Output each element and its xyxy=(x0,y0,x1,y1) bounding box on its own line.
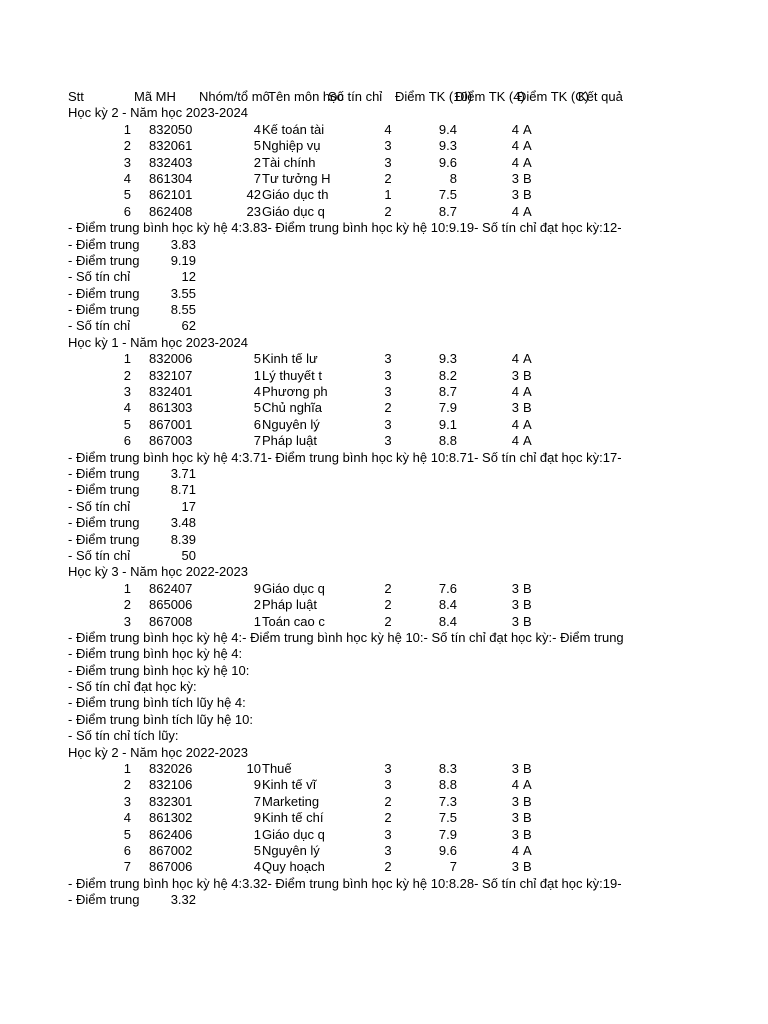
cell-so-tin-chi: 3 xyxy=(384,761,392,777)
cell-diem-4: 4 xyxy=(511,842,519,858)
cell-diem-4: 4 xyxy=(511,203,519,219)
cell-diem-c: B xyxy=(523,761,532,777)
stat-label: - Số tín chỉ xyxy=(68,498,131,514)
cell-nhom: 4 xyxy=(253,121,261,137)
cell-ma-mh: 861304 xyxy=(149,170,193,186)
cell-diem-c: B xyxy=(523,826,532,842)
cell-nhom: 5 xyxy=(253,400,261,416)
cell-ma-mh: 832006 xyxy=(149,351,193,367)
cell-so-tin-chi: 2 xyxy=(384,859,392,875)
cell-so-tin-chi: 4 xyxy=(384,121,392,137)
cell-so-tin-chi: 2 xyxy=(384,400,392,416)
header-nhom: Nhóm/tổ mô xyxy=(199,89,270,104)
stat-value: 9.19 xyxy=(170,252,196,268)
stat-row xyxy=(68,482,658,498)
cell-diem-4: 4 xyxy=(511,777,519,793)
cell-diem-4: 3 xyxy=(511,187,519,203)
table-row xyxy=(68,761,658,777)
cell-ten-mon: Giáo dục q xyxy=(262,826,325,842)
cell-ma-mh: 867001 xyxy=(149,416,193,432)
table-row xyxy=(68,581,658,597)
cell-diem-c: A xyxy=(523,384,532,400)
cell-diem-c: B xyxy=(523,597,532,613)
stat-row xyxy=(68,302,658,318)
stat-row xyxy=(68,532,658,548)
cell-stt: 4 xyxy=(123,810,131,826)
section-title: Học kỳ 2 - Năm học 2023-2024 xyxy=(68,105,248,121)
table-row xyxy=(68,122,658,138)
cell-diem-10: 9.3 xyxy=(438,351,457,367)
summary-line: - Điểm trung bình học kỳ hệ 4:- Điểm trung bình học kỳ hệ 10:- Số tín chỉ đạt học kỳ:- Điểm trung xyxy=(68,629,624,645)
stat-row xyxy=(68,466,658,482)
stat-label: - Điểm trung xyxy=(68,302,140,318)
cell-nhom: 1 xyxy=(253,826,261,842)
cell-ten-mon: Tư tưởng H xyxy=(262,170,331,186)
cell-diem-10: 9.6 xyxy=(438,842,457,858)
cell-diem-10: 7.3 xyxy=(438,793,457,809)
cell-ma-mh: 867002 xyxy=(149,842,193,858)
cell-diem-10: 8.4 xyxy=(438,597,457,613)
cell-ma-mh: 832106 xyxy=(149,777,193,793)
cell-nhom: 10 xyxy=(246,761,261,777)
stat-label: - Điểm trung xyxy=(68,285,140,301)
cell-so-tin-chi: 3 xyxy=(384,826,392,842)
cell-ma-mh: 832026 xyxy=(149,761,193,777)
cell-diem-4: 3 xyxy=(511,580,519,596)
cell-nhom: 9 xyxy=(253,810,261,826)
cell-ten-mon: Kinh tế chí xyxy=(262,810,324,826)
cell-ten-mon: Giáo dục q xyxy=(262,580,325,596)
cell-nhom: 4 xyxy=(253,859,261,875)
stat-label: - Số tín chỉ xyxy=(68,269,131,285)
stat-row xyxy=(68,892,658,908)
summary-line: - Điểm trung bình học kỳ hệ 4:3.83- Điểm trung bình học kỳ hệ 10:9.19- Số tín chỉ đạt học kỳ:12- xyxy=(68,220,622,236)
stat-row xyxy=(68,679,658,695)
cell-ma-mh: 832107 xyxy=(149,367,193,383)
cell-stt: 4 xyxy=(123,170,131,186)
cell-ma-mh: 832301 xyxy=(149,793,193,809)
cell-nhom: 2 xyxy=(253,154,261,170)
summary-row xyxy=(68,450,658,466)
table-row xyxy=(68,810,658,826)
cell-so-tin-chi: 3 xyxy=(384,416,392,432)
cell-so-tin-chi: 3 xyxy=(384,384,392,400)
header-diem-c: Điểm TK (C) xyxy=(517,89,589,104)
summary-line: - Điểm trung bình học kỳ hệ 4:3.32- Điểm trung bình học kỳ hệ 10:8.28- Số tín chỉ đạt học kỳ:19- xyxy=(68,875,622,891)
stat-value: 3.71 xyxy=(170,465,196,481)
stat-label: - Điểm trung bình tích lũy hệ 10: xyxy=(68,711,253,727)
cell-stt: 2 xyxy=(123,367,131,383)
cell-stt: 1 xyxy=(123,580,131,596)
stat-row xyxy=(68,515,658,531)
cell-diem-4: 4 xyxy=(511,384,519,400)
cell-ten-mon: Quy hoạch xyxy=(262,859,325,875)
cell-so-tin-chi: 3 xyxy=(384,138,392,154)
stat-label: - Điểm trung xyxy=(68,236,140,252)
cell-diem-c: B xyxy=(523,613,532,629)
stat-row xyxy=(68,548,658,564)
cell-ma-mh: 865006 xyxy=(149,597,193,613)
summary-row xyxy=(68,630,658,646)
cell-ten-mon: Nghiệp vụ xyxy=(262,138,321,154)
stat-row xyxy=(68,269,658,285)
cell-ten-mon: Thuế xyxy=(262,761,292,777)
cell-ma-mh: 832401 xyxy=(149,384,193,400)
cell-diem-4: 4 xyxy=(511,138,519,154)
cell-so-tin-chi: 2 xyxy=(384,170,392,186)
cell-diem-c: A xyxy=(523,121,532,137)
cell-nhom: 1 xyxy=(253,613,261,629)
cell-diem-10: 7.5 xyxy=(438,810,457,826)
cell-so-tin-chi: 3 xyxy=(384,433,392,449)
cell-diem-4: 3 xyxy=(511,793,519,809)
cell-ten-mon: Phương ph xyxy=(262,384,328,400)
cell-diem-c: A xyxy=(523,416,532,432)
header-ma-mh: Mã MH xyxy=(134,89,176,104)
cell-stt: 1 xyxy=(123,761,131,777)
cell-diem-c: A xyxy=(523,351,532,367)
cell-nhom: 1 xyxy=(253,367,261,383)
cell-ten-mon: Marketing xyxy=(262,793,320,809)
cell-so-tin-chi: 3 xyxy=(384,777,392,793)
cell-ten-mon: Toán cao c xyxy=(262,613,325,629)
cell-ma-mh: 862407 xyxy=(149,580,193,596)
cell-diem-4: 4 xyxy=(511,351,519,367)
cell-stt: 7 xyxy=(123,859,131,875)
stat-label: - Điểm trung bình tích lũy hệ 4: xyxy=(68,695,246,711)
cell-so-tin-chi: 3 xyxy=(384,842,392,858)
table-row xyxy=(68,187,658,203)
cell-ten-mon: Nguyên lý xyxy=(262,842,320,858)
cell-ma-mh: 861303 xyxy=(149,400,193,416)
stat-value: 3.48 xyxy=(170,515,196,531)
stat-label: - Điểm trung xyxy=(68,515,140,531)
stat-label: - Điểm trung xyxy=(68,465,140,481)
stat-row xyxy=(68,695,658,711)
cell-ma-mh: 867003 xyxy=(149,433,193,449)
cell-diem-4: 3 xyxy=(511,613,519,629)
cell-diem-10: 7.9 xyxy=(438,400,457,416)
cell-stt: 2 xyxy=(123,597,131,613)
stat-row xyxy=(68,253,658,269)
stat-value: 3.32 xyxy=(170,892,196,908)
cell-so-tin-chi: 3 xyxy=(384,154,392,170)
summary-row xyxy=(68,220,658,236)
stat-row xyxy=(68,663,658,679)
cell-stt: 5 xyxy=(123,416,131,432)
cell-diem-10: 8 xyxy=(449,170,457,186)
stat-value: 62 xyxy=(181,318,196,334)
cell-nhom: 7 xyxy=(253,170,261,186)
stat-value: 50 xyxy=(181,547,196,563)
cell-so-tin-chi: 2 xyxy=(384,613,392,629)
stat-value: 8.71 xyxy=(170,482,196,498)
stat-value: 12 xyxy=(181,269,196,285)
cell-nhom: 7 xyxy=(253,433,261,449)
stat-label: - Điểm trung xyxy=(68,482,140,498)
cell-ma-mh: 832403 xyxy=(149,154,193,170)
cell-diem-4: 3 xyxy=(511,367,519,383)
cell-so-tin-chi: 1 xyxy=(384,187,392,203)
stat-label: - Điểm trung bình học kỳ hệ 4: xyxy=(68,646,243,662)
cell-nhom: 5 xyxy=(253,351,261,367)
table-row xyxy=(68,368,658,384)
table-row xyxy=(68,597,658,613)
cell-ma-mh: 832050 xyxy=(149,121,193,137)
cell-so-tin-chi: 3 xyxy=(384,367,392,383)
cell-nhom: 4 xyxy=(253,384,261,400)
stat-label: - Số tín chỉ xyxy=(68,547,131,563)
cell-ma-mh: 862408 xyxy=(149,203,193,219)
cell-stt: 2 xyxy=(123,138,131,154)
cell-stt: 1 xyxy=(123,121,131,137)
cell-diem-10: 8.3 xyxy=(438,761,457,777)
stat-row xyxy=(68,499,658,515)
stat-label: - Điểm trung xyxy=(68,531,140,547)
stat-label: - Số tín chỉ đạt học kỳ: xyxy=(68,679,197,695)
cell-diem-4: 4 xyxy=(511,416,519,432)
table-row xyxy=(68,794,658,810)
cell-nhom: 9 xyxy=(253,580,261,596)
cell-ten-mon: Lý thuyết t xyxy=(262,367,322,383)
stat-row xyxy=(68,318,658,334)
sheet-body xyxy=(68,105,658,908)
stat-value: 8.39 xyxy=(170,531,196,547)
cell-ma-mh: 862406 xyxy=(149,826,193,842)
cell-diem-4: 3 xyxy=(511,761,519,777)
section-title: Học kỳ 3 - Năm học 2022-2023 xyxy=(68,564,248,580)
cell-diem-4: 4 xyxy=(511,121,519,137)
cell-diem-c: A xyxy=(523,433,532,449)
cell-diem-c: A xyxy=(523,203,532,219)
cell-stt: 5 xyxy=(123,826,131,842)
cell-diem-10: 7.6 xyxy=(438,580,457,596)
cell-diem-10: 7 xyxy=(449,859,457,875)
table-row xyxy=(68,433,658,449)
cell-diem-4: 3 xyxy=(511,400,519,416)
cell-diem-c: A xyxy=(523,842,532,858)
section-title: Học kỳ 1 - Năm học 2023-2024 xyxy=(68,334,248,350)
header-row xyxy=(68,89,658,105)
cell-nhom: 9 xyxy=(253,777,261,793)
cell-diem-10: 8.8 xyxy=(438,433,457,449)
header-ten-mon: Tên môn học xyxy=(268,89,344,104)
table-row xyxy=(68,384,658,400)
table-row xyxy=(68,843,658,859)
cell-stt: 3 xyxy=(123,384,131,400)
cell-diem-c: B xyxy=(523,859,532,875)
cell-diem-4: 3 xyxy=(511,859,519,875)
cell-nhom: 23 xyxy=(246,203,261,219)
cell-diem-c: B xyxy=(523,793,532,809)
cell-so-tin-chi: 3 xyxy=(384,351,392,367)
cell-diem-c: B xyxy=(523,367,532,383)
cell-ma-mh: 861302 xyxy=(149,810,193,826)
stat-row xyxy=(68,237,658,253)
cell-diem-4: 3 xyxy=(511,597,519,613)
stat-label: - Điểm trung xyxy=(68,252,140,268)
cell-ten-mon: Pháp luật xyxy=(262,597,317,613)
table-row xyxy=(68,417,658,433)
table-row xyxy=(68,400,658,416)
table-row xyxy=(68,614,658,630)
cell-diem-10: 8.4 xyxy=(438,613,457,629)
cell-nhom: 2 xyxy=(253,597,261,613)
cell-ten-mon: Giáo dục th xyxy=(262,187,329,203)
cell-diem-4: 3 xyxy=(511,826,519,842)
cell-ten-mon: Giáo dục q xyxy=(262,203,325,219)
table-row xyxy=(68,351,658,367)
stat-value: 3.55 xyxy=(170,285,196,301)
cell-so-tin-chi: 2 xyxy=(384,203,392,219)
cell-diem-10: 9.1 xyxy=(438,416,457,432)
cell-diem-4: 3 xyxy=(511,170,519,186)
cell-so-tin-chi: 2 xyxy=(384,810,392,826)
summary-row xyxy=(68,876,658,892)
header-diem-10: Điểm TK (10) xyxy=(395,89,473,104)
cell-diem-4: 4 xyxy=(511,154,519,170)
cell-nhom: 42 xyxy=(246,187,261,203)
cell-diem-c: B xyxy=(523,187,532,203)
cell-ten-mon: Chủ nghĩa xyxy=(262,400,322,416)
cell-diem-10: 9.4 xyxy=(438,121,457,137)
cell-diem-c: A xyxy=(523,154,532,170)
table-row xyxy=(68,204,658,220)
stat-value: 17 xyxy=(181,498,196,514)
stat-row xyxy=(68,728,658,744)
cell-nhom: 6 xyxy=(253,416,261,432)
cell-ten-mon: Tài chính xyxy=(262,154,316,170)
stat-row xyxy=(68,286,658,302)
cell-diem-10: 8.7 xyxy=(438,203,457,219)
stat-label: - Số tín chỉ xyxy=(68,318,131,334)
cell-diem-c: B xyxy=(523,580,532,596)
cell-stt: 2 xyxy=(123,777,131,793)
table-row xyxy=(68,155,658,171)
cell-diem-10: 7.9 xyxy=(438,826,457,842)
cell-stt: 6 xyxy=(123,203,131,219)
cell-nhom: 5 xyxy=(253,138,261,154)
cell-nhom: 7 xyxy=(253,793,261,809)
cell-ma-mh: 867008 xyxy=(149,613,193,629)
cell-ten-mon: Nguyên lý xyxy=(262,416,320,432)
table-row xyxy=(68,827,658,843)
table-row xyxy=(68,171,658,187)
cell-stt: 3 xyxy=(123,613,131,629)
cell-stt: 4 xyxy=(123,400,131,416)
cell-diem-4: 3 xyxy=(511,810,519,826)
cell-diem-c: A xyxy=(523,777,532,793)
cell-so-tin-chi: 2 xyxy=(384,793,392,809)
cell-stt: 6 xyxy=(123,433,131,449)
header-so-tin-chi: Số tín chỉ xyxy=(328,89,383,104)
cell-stt: 6 xyxy=(123,842,131,858)
cell-so-tin-chi: 2 xyxy=(384,580,392,596)
stat-row xyxy=(68,646,658,662)
cell-diem-4: 4 xyxy=(511,433,519,449)
stat-value: 8.55 xyxy=(170,302,196,318)
cell-ma-mh: 862101 xyxy=(149,187,193,203)
header-ket-qua: Kết quả xyxy=(578,89,623,104)
cell-ten-mon: Kế toán tài xyxy=(262,121,325,137)
cell-diem-c: B xyxy=(523,400,532,416)
cell-stt: 5 xyxy=(123,187,131,203)
cell-diem-10: 8.8 xyxy=(438,777,457,793)
cell-diem-10: 9.3 xyxy=(438,138,457,154)
summary-line: - Điểm trung bình học kỳ hệ 4:3.71- Điểm trung bình học kỳ hệ 10:8.71- Số tín chỉ đạt học kỳ:17- xyxy=(68,449,622,465)
table-row xyxy=(68,777,658,793)
section-title: Học kỳ 2 - Năm học 2022-2023 xyxy=(68,744,248,760)
cell-diem-10: 8.2 xyxy=(438,367,457,383)
header-stt: Stt xyxy=(68,89,84,104)
table-row xyxy=(68,138,658,154)
cell-diem-c: B xyxy=(523,170,532,186)
cell-stt: 1 xyxy=(123,351,131,367)
cell-ten-mon: Kinh tế lư xyxy=(262,351,318,367)
stat-value: 3.83 xyxy=(170,236,196,252)
stat-label: - Điểm trung xyxy=(68,892,140,908)
cell-diem-10: 7.5 xyxy=(438,187,457,203)
cell-ten-mon: Kinh tế vĩ xyxy=(262,777,317,793)
cell-so-tin-chi: 2 xyxy=(384,597,392,613)
cell-diem-10: 8.7 xyxy=(438,384,457,400)
cell-stt: 3 xyxy=(123,154,131,170)
stat-row xyxy=(68,712,658,728)
stat-label: - Số tín chỉ tích lũy: xyxy=(68,728,179,744)
cell-nhom: 5 xyxy=(253,842,261,858)
table-row xyxy=(68,859,658,875)
cell-diem-10: 9.6 xyxy=(438,154,457,170)
cell-ma-mh: 867006 xyxy=(149,859,193,875)
cell-ten-mon: Pháp luật xyxy=(262,433,317,449)
grade-sheet xyxy=(68,89,658,909)
cell-stt: 3 xyxy=(123,793,131,809)
header-diem-4: Điểm TK (4) xyxy=(455,89,525,104)
cell-diem-c: B xyxy=(523,810,532,826)
stat-label: - Điểm trung bình học kỳ hệ 10: xyxy=(68,662,250,678)
cell-diem-c: A xyxy=(523,138,532,154)
cell-ma-mh: 832061 xyxy=(149,138,193,154)
